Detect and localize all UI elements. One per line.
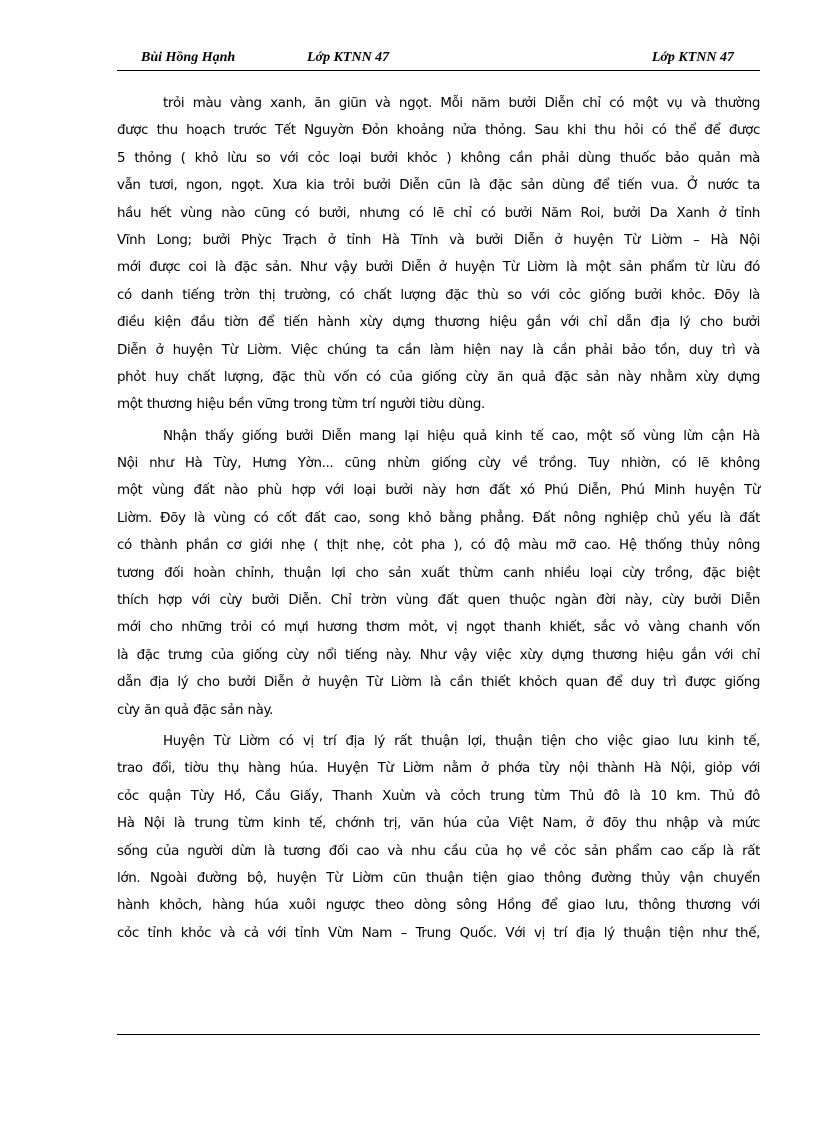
text-line: sống của người dừn là tương đối cao và nhu cầu của họ về cỏc sản phẩm cao cấp là rất <box>117 843 760 859</box>
paragraph-2 <box>117 423 760 724</box>
text-line: Liờm. Đõy là vùng có cốt đất cao, song khỏ bằng phẳng. Đất nông nghiệp chủ yếu là đất <box>117 510 760 526</box>
text-line: Nhận thấy giống bưởi Diễn mang lại hiệu quả kinh tế cao, một số vùng lừn cận Hà <box>163 428 760 444</box>
text-line: Hà Nội là trung từm kinh tế, chớnh trị, văn húa của Việt Nam, ở đõy thu nhập và mức <box>117 816 760 832</box>
text-line: có danh tiếng trờn thị trường, có chất lượng đặc thù so với cỏc giống bưởi khỏc. Đõy là <box>117 287 760 303</box>
text-line: Diễn ở huyện Từ Liờm. Việc chúng ta cần làm hiện nay là cần phải bảo tồn, duy trì và <box>117 342 760 358</box>
header-author: Bùi Hồng Hạnh <box>141 50 236 65</box>
text-line: thích hợp với cừy bưởi Diễn. Chỉ trờn vùng đất quen thuộc ngàn đời này, cừy bưởi Diễn <box>117 593 760 609</box>
header-class-left: Lớp KTNN 47 <box>307 50 390 65</box>
text-line: cỏc quận Từy Hồ, Cầu Giấy, Thanh Xuừn và cỏch trung từm Thủ đô là 10 km. Thủ đô <box>117 788 760 804</box>
text-line: hầu hết vùng nào cũng có bưởi, nhưng có lẽ chỉ có bưởi Năm Roi, bưởi Da Xanh ở tỉnh <box>117 205 760 221</box>
text-line: phỏt huy chất lượng, đặc thù vốn có của giống cừy ăn quả đặc sản này nhằm xừy dựng <box>117 369 760 385</box>
body-text <box>117 90 760 951</box>
text-line: Huyện Từ Liờm có vị trí địa lý rất thuận lợi, thuận tiện cho việc giao lưu kinh tế, <box>163 733 760 749</box>
text-line: là đặc trưng của giống cừy nổi tiếng này. Như vậy việc xừy dựng thương hiệu gắn với chỉ <box>117 647 760 663</box>
text-line: mới được coi là đặc sản. Như vậy bưởi Diễn ở huyện Từ Liờm là một sản phẩm từ lừu đó <box>117 260 760 276</box>
text-line: cừy ăn quả đặc sản này. <box>117 702 274 718</box>
page-header <box>117 48 760 71</box>
text-line: cỏc tỉnh khỏc và cả với tỉnh Vừn Nam – Trung Quốc. Với vị trí địa lý thuận tiện như thế, <box>117 925 760 941</box>
text-line: mới cho những trỏi có mựi hương thơm mỏt, vị ngọt thanh khiết, sắc vỏ vàng chanh vốn <box>117 620 760 636</box>
text-line: 5 thỏng ( khỏ lừu so với cỏc loại bưởi khỏc ) không cần phải dùng thuốc bảo quản mà <box>117 150 760 166</box>
text-line: được thu hoạch trước Tết Nguyờn Đỏn khoảng nửa thỏng. Sau khi thu hỏi có thể để được <box>117 123 760 139</box>
paragraph-1 <box>117 90 760 419</box>
text-line: một thương hiệu bền vững trong từm trí người tiờu dùng. <box>117 397 485 413</box>
text-line: Vĩnh Long; bưởi Phỳc Trạch ở tỉnh Hà Tĩnh và bưởi Diễn ở huyện Từ Liờm – Hà Nội <box>117 232 760 248</box>
text-line: điều kiện đầu tiờn để tiến hành xừy dựng thương hiệu gắn với chỉ dẫn địa lý cho bưởi <box>117 315 760 331</box>
text-line: trỏi màu vàng xanh, ăn giũn và ngọt. Mỗi năm bưởi Diễn chỉ có một vụ và thường <box>163 96 760 111</box>
text-line: có thành phần cơ giới nhẹ ( thịt nhẹ, cỏt pha ), có độ màu mỡ cao. Hệ thống thủy nông <box>117 538 760 554</box>
text-line: dẫn địa lý cho bưởi Diễn ở huyện Từ Liờm là cần thiết khỏch quan để duy trì được giống <box>117 675 760 691</box>
text-line: vẫn tươi, ngon, ngọt. Xưa kia trỏi bưởi Diễn cũn là đặc sản dùng để tiến vua. Ở nước ta <box>117 178 760 194</box>
header-class-right: Lớp KTNN 47 <box>651 50 734 65</box>
text-line: một vùng đất nào phù hợp với loại bưởi này hơn đất xó Phú Diễn, Phú Minh huyện Từ <box>117 483 760 499</box>
text-line: lớn. Ngoài đường bộ, huyện Từ Liờm cũn thuận tiện giao thông đường thủy vận chuyển <box>117 870 760 886</box>
text-line: tương đối hoàn chỉnh, thuận lợi cho sản xuất thừm canh nhiều loại cừy trồng, đặc biệt <box>117 565 760 581</box>
footer-rule <box>117 1034 760 1035</box>
text-line: trao đổi, tiờu thụ hàng húa. Huyện Từ Liờm nằm ở phớa từy nội thành Hà Nội, giỏp với <box>117 761 760 777</box>
text-line: Nội như Hà Từy, Hưng Yờn... cũng nhừn giống cừy về trồng. Tuy nhiờn, có lẽ không <box>117 456 760 472</box>
paragraph-3 <box>117 728 760 947</box>
text-line: hành khỏch, hàng húa xuôi ngược theo dòng sông Hồng để giao lưu, thông thương với <box>117 898 760 914</box>
